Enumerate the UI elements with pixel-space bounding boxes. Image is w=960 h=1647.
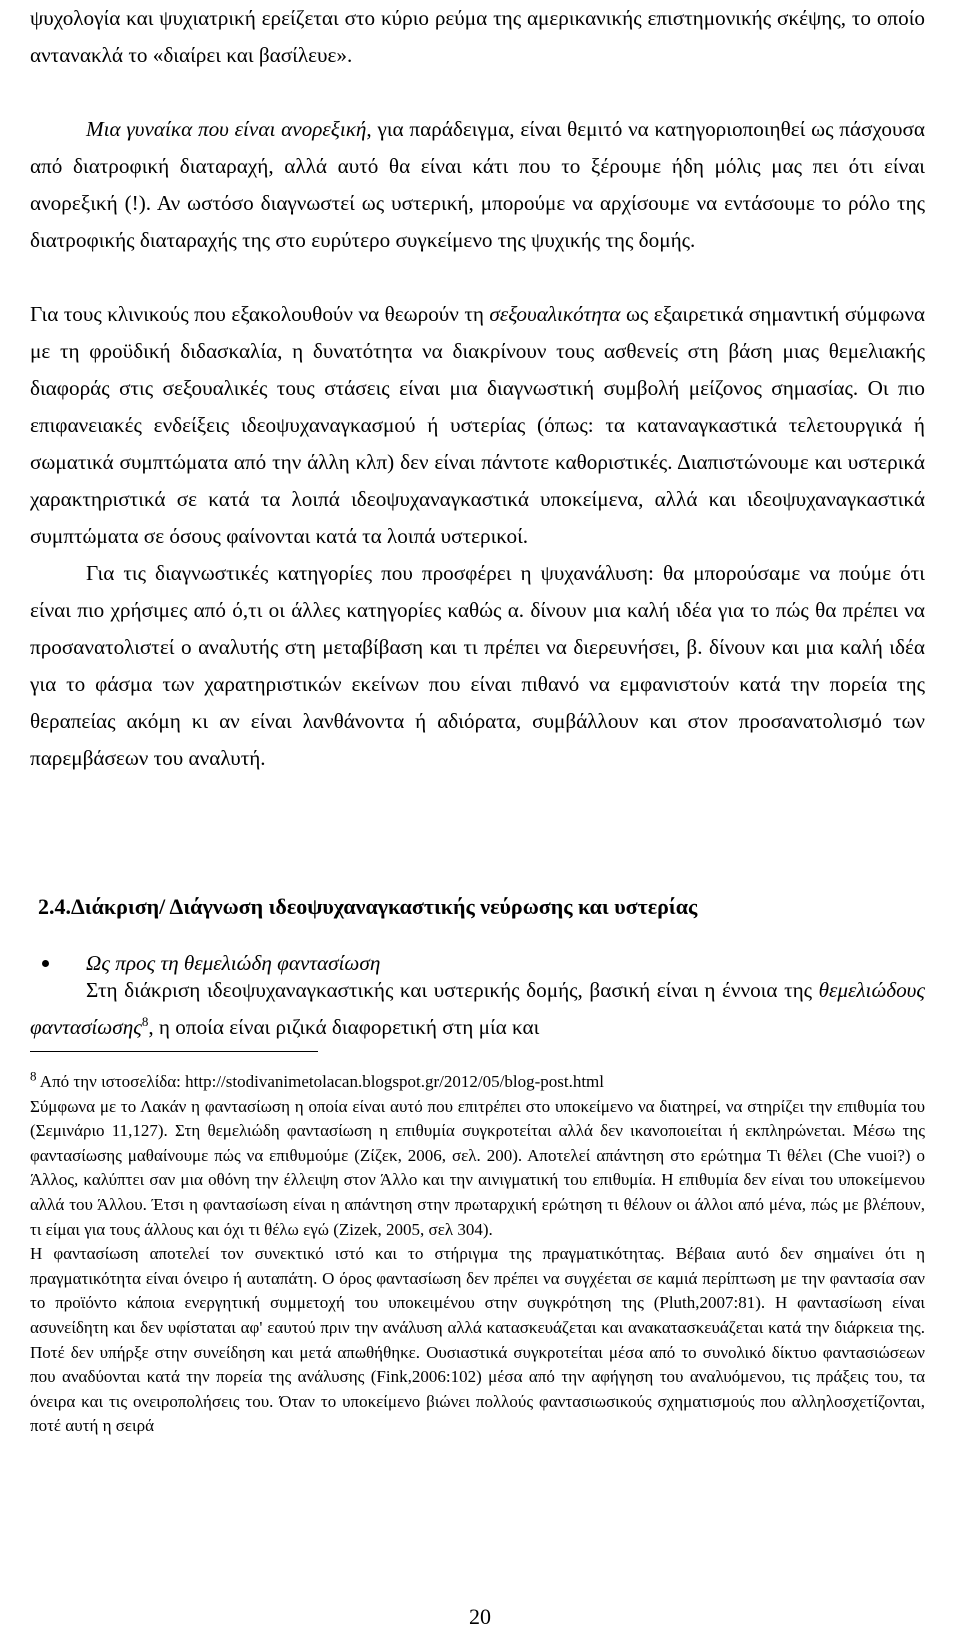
paragraph-diagnostic-categories: Για τις διαγνωστικές κατηγορίες που προσφέρει η ψυχανάλυση: θα μπορούσαμε να πούμε ότι είναι πιο χρήσιμες από ό,τι οι άλλες κατηγορίες καθώς α. δίνουν μια καλή ιδέα για το πώς θα πρέπει να προσανατολιστεί ο αναλυτής στη μεταβίβαση και τι πρέπει να διερευνήσει, β. δίνουν και μια καλή ιδέα για το φάσμα των χαρατηριστικών εκείνων που είναι πιθανό να εμφανιστούν κατά την πορεία της θεραπείας ακόμη κι αν είναι λανθάνοντα ή αδιόρατα, συμβάλλουν και στον προσανατολισμό των παρεμβάσεων του αναλυτή. [30, 561, 925, 770]
paragraph-sexuality: Για τους κλινικούς που εξακολουθούν να θεωρούν τη σεξουαλικότητα ως εξαιρετικά σημαντική σύμφωνα με τη φροϋδική διδασκαλία, η δυνατότητα να διακρίνουν τους ασθενείς στη βάση μιας θεμελιακής διαφοράς στις σεξουαλικές τους στάσεις είναι μια διαγνωστική συμβολή μείζονος σημασίας. Οι πιο επιφανειακές ενδείξεις ιδεοψυχαναγκασμού ή υστερίας (όπως: τα καταναγκαστικά τελετουργικά ή σωματικά συμπτώματα από την άλλη κλπ) δεν είναι πάντοτε καθοριστικές. Διαπιστώνουμε και υστερικά χαρακτηριστικά σε κατά τα λοιπά ιδεοψυχαναγκαστικά υποκείμενα, αλλά και ιδεοψυχαναγκαστικά συμπτώματα σε όσους φαίνονται κατά τα λοιπά υστερικοί. [30, 302, 925, 548]
section-paragraph: Στη διάκριση ιδεοψυχαναγκαστικής και υστερικής δομής, βασική είναι η έννοια της θεμελιώδους φαντασίωσης$^8$, η οποία είναι ριζικά διαφορετική στη μία και [30, 978, 925, 1039]
footnote [30, 1070, 925, 1439]
italic-term: σεξουαλικότητα [489, 302, 621, 326]
footnote-source: $^8$ Από την ιστοσελίδα: http://stodivanimetolacan.blogspot.gr/2012/05/blog-post.html [30, 1068, 604, 1091]
main-text [30, 0, 925, 777]
italic-phrase: Μια γυναίκα που είναι ανορεξική [86, 117, 367, 141]
footnote-reference: 8 [141, 1013, 149, 1029]
bullet-text: Ως προς τη θεμελιώδη φαντασίωση [86, 951, 381, 975]
page-number: 20 [469, 1604, 491, 1629]
footnote-paragraph: Η φαντασίωση αποτελεί τον συνεκτικό ιστό και το στήριγμα της πραγματικότητας. Βέβαια αυτό δεν σημαίνει ότι η πραγματικότητα είναι όνειρο ή αυταπάτη. Ο όρος φαντασίωση δεν πρέπει να συγχέεται σε καμιά περίπτωση με την φαντασία σαν το προϊόντο κάποια ενεργητική συμμετοχή του υποκειμένου στην συγκρότηση της (Pluth,2007:81). Η φαντασίωση είναι ασυνείδητη και δεν υφίσταται αφ' εαυτού πριν την ανάλυση αλλά κατασκευάζεται και ανακατασκευάζεται κατά την διάρκεια της. Ποτέ δεν υπήρξε στην συνείδηση και μετά απωθήθηκε. Ουσιαστικά συγκροτείται μέσα από το συνολικό δίκτυο φαντασιώσεων που αναδύονται κατά την πορεία της ανάλυσης (Fink,2006:102) μέσα από την αφήγηση του αναλυόμενου, τις πράξεις του, τα όνειρα και τις ονειροπολήσεις του. Όταν το υποκείμενο βιώνει πολλούς φαντασιωσικούς σχηματισμούς που αλληλοσχετίζονται, ποτέ αυτή η σειρά [30, 1244, 925, 1436]
section-heading: 2.4.Διάκριση/ Διάγνωση ιδεοψυχαναγκαστικής νεύρωσης και υστερίας [38, 894, 698, 919]
paragraph-anorexia: Μια γυναίκα που είναι ανορεξική, για παράδειγμα, είναι θεμιτό να κατηγοριοποιηθεί ως πάσχουσα από διατροφική διαταραχή, αλλά αυτό θα είναι κάτι που το ξέρουμε ήδη μόλις μας πει ότι είναι ανορεξική (!). Αν ωστόσο διαγνωστεί ως υστερική, μπορούμε να αρχίσουμε να εντάσουμε το ρόλο της διατροφικής διαταραχής της στο ευρύτερο συγκείμενο της ψυχικής της δομής. [30, 117, 925, 252]
footnote-paragraph: Σύμφωνα με το Λακάν η φαντασίωση η οποία είναι αυτό που επιτρέπει στο υποκείμενο να διατηρεί, να στηρίζει την επιθυμία του (Σεμινάριο 11,127). Στη θεμελιώδη φαντασίωση η επιθυμία συγκροτείται αλλά δεν ικανοποιείται ή εκπληρώνεται. Μέσω της φαντασίωσης μαθαίνουμε πώς να επιθυμούμε (Zίζεκ, 2006, σελ. 200). Αποτελεί απάντηση στο ερώτημα Τι θέλει (Che vuoi?) ο Άλλος, καλύπτει σαν μια οθόνη την έλλειψη στον Άλλο και την αινιγματική του επιθυμία. Η επιθυμία δεν είναι του υποκείμενου αλλά του Άλλου. Έτσι η φαντασίωση είναι η απάντηση στην πρωταρχική ερώτηση τι θέλουν οι άλλοι από μένα, πώς με βλέπουν, τι είμαι για τους άλλους και όχι τι θέλω εγώ (Zizek, 2005, σελ 304). [30, 1096, 925, 1239]
italic-term: θεμελιώδους φαντασίωσης [30, 978, 925, 1039]
footnote-marker: 8 [30, 1068, 37, 1084]
paragraph-continuation: ψυχολογία και ψυχιατρική ερείζεται στο κύριο ρεύμα της αμερικανικής επιστημονικής σκέψης, το οποίο αντανακλά το «διαίρει και βασίλευε». [30, 6, 925, 67]
footnote-separator [30, 1051, 318, 1052]
